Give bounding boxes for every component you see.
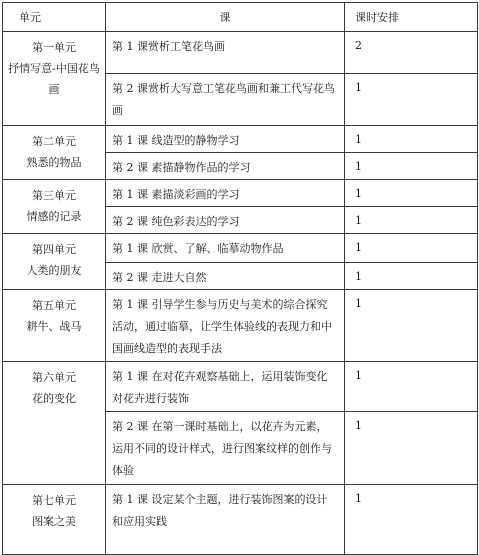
unit-cell: [3, 180, 106, 234]
header-unit: 单元: [3, 3, 106, 32]
lesson-cell: 第 1 课 欣赏、了解、临摹动物作品: [106, 234, 345, 263]
unit-subtitle: 花的变化: [32, 392, 76, 405]
curriculum-document: [2, 2, 477, 555]
unit-cell: [3, 126, 106, 180]
table-row: [3, 485, 478, 555]
table-row: [3, 234, 478, 263]
unit-name: 第三单元: [32, 189, 76, 202]
lesson-cell: 第 1 课赏析工笔花鸟画: [106, 32, 345, 74]
lesson-cell: 第 1 课 在对花卉观察基础上，运用装饰变化对花卉进行装饰: [106, 362, 345, 412]
unit-subtitle: 耕牛、战马: [26, 320, 82, 333]
table-row: [3, 362, 478, 412]
unit-subtitle: 人类的朋友: [26, 264, 82, 277]
lesson-cell: 第 1 课 设定某个主题，进行装饰图案的设计和应用实践: [106, 485, 345, 555]
unit-subtitle: 熟悉的物品: [26, 156, 82, 169]
hours-cell: 1: [345, 234, 478, 263]
hours-cell: 2: [345, 32, 478, 74]
table-row: [3, 32, 478, 74]
unit-name: 第二单元: [32, 135, 76, 148]
hours-cell: 1: [345, 485, 478, 555]
unit-name: 第一单元: [32, 41, 76, 54]
unit-subtitle: 情感的记录: [26, 210, 82, 223]
unit-name: 第七单元: [32, 494, 76, 507]
lesson-cell: 第 2 课赏析大写意工笔花鸟画和兼工代写花鸟画: [106, 74, 345, 126]
lesson-cell: 第 2 课 素描静物作品的学习: [106, 153, 345, 180]
unit-cell: [3, 290, 106, 362]
lesson-cell: 第 2 课 走进大自然: [106, 263, 345, 290]
unit-cell: [3, 485, 106, 555]
table-row: [3, 290, 478, 362]
table-row: [3, 180, 478, 207]
hours-cell: 1: [345, 153, 478, 180]
hours-cell: 1: [345, 207, 478, 234]
hours-cell: 1: [345, 263, 478, 290]
lesson-cell: 第 2 课 在第一课时基础上，以花卉为元素，运用不同的设计样式，进行图案纹样的创作与体验: [106, 412, 345, 485]
unit-cell: [3, 234, 106, 290]
unit-cell: [3, 362, 106, 485]
unit-name: 第五单元: [32, 299, 76, 312]
hours-cell: 1: [345, 126, 478, 153]
unit-subtitle: 抒情写意-中国花鸟画: [8, 62, 100, 96]
hours-cell: 1: [345, 290, 478, 362]
header-hours: 课时安排: [345, 3, 478, 32]
lesson-cell: 第 2 课 纯色彩表达的学习: [106, 207, 345, 234]
hours-cell: 1: [345, 74, 478, 126]
lesson-cell: 第 1 课 引导学生参与历史与美术的综合探究活动，通过临摹，让学生体验线的表现力和中国画线造型的表现手法: [106, 290, 345, 362]
unit-cell: [3, 32, 106, 126]
unit-name: 第四单元: [32, 243, 76, 256]
curriculum-table: [2, 2, 478, 555]
unit-name: 第六单元: [32, 371, 76, 384]
table-header-row: [3, 3, 478, 32]
unit-subtitle: 图案之美: [32, 515, 76, 528]
header-lesson: 课: [106, 3, 345, 32]
lesson-cell: 第 1 课 素描淡彩画的学习: [106, 180, 345, 207]
hours-cell: 1: [345, 412, 478, 485]
hours-cell: 1: [345, 362, 478, 412]
table-row: [3, 126, 478, 153]
hours-cell: 1: [345, 180, 478, 207]
lesson-cell: 第 1 课 线造型的静物学习: [106, 126, 345, 153]
